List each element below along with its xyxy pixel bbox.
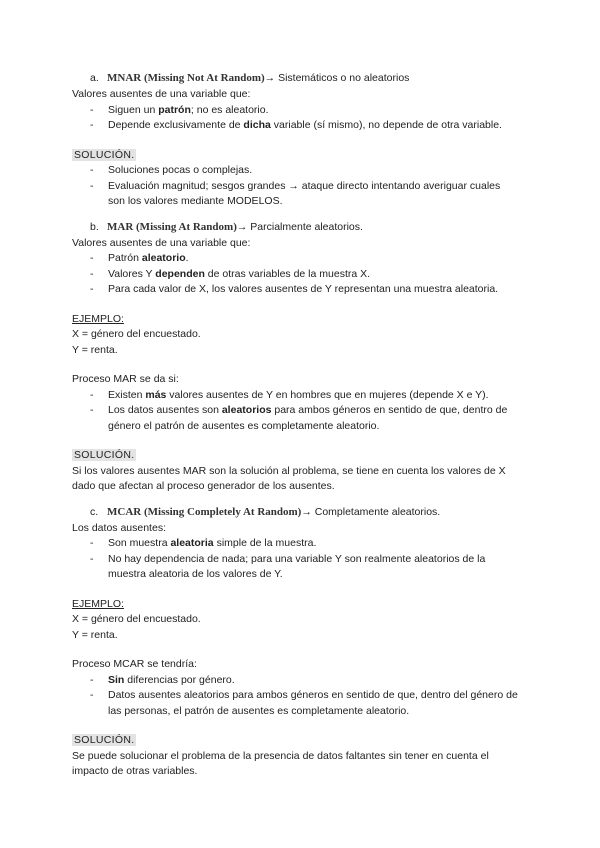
list-item: - Para cada valor de X, los valores ausentes de Y representan una muestra aleatoria. (90, 283, 499, 295)
section-letter: a. (90, 72, 99, 84)
section-a-solution-bullets (72, 163, 532, 210)
section-c-heading (90, 504, 532, 521)
list-item: - Evaluación magnitud; sesgos grandes → ataque directo intentando averiguar cuales son los valores mediante MODELOS. (90, 179, 501, 207)
section-a-bullets (72, 103, 532, 134)
example-label: EJEMPLO: (72, 597, 124, 610)
list-item: - Existen más valores ausentes de Y en hombres que en mujeres (depende X e Y). (90, 388, 489, 401)
list-item: - Valores Y dependen de otras variables de la muestra X. (90, 267, 371, 280)
section-a-heading (90, 70, 532, 87)
list-item: - Son muestra aleatoria simple de la muestra. (90, 537, 317, 549)
example-y: Y = renta. (72, 343, 118, 356)
section-desc: → Sistemáticos o no aleatorios (264, 72, 410, 84)
solution-label: SOLUCIÓN. (74, 449, 135, 461)
solution-label: SOLUCIÓN. (74, 734, 135, 746)
list-item: - Los datos ausentes son aleatorios para ambos géneros en sentido de que, dentro de género el patrón de ausentes es completamente aleatorio. (90, 404, 508, 432)
example-x: X = género del encuestado. (72, 613, 201, 625)
section-title: MNAR (Missing Not At Random) (107, 72, 265, 84)
section-title: MAR (Missing At Random) (107, 220, 237, 233)
example-y: Y = renta. (72, 628, 118, 641)
example-label: EJEMPLO: (72, 312, 124, 325)
list-item: - Datos ausentes aleatorios para ambos géneros en sentido de que, dentro del género de las personas, el patrón de ausentes es completamente aleatorio. (90, 689, 518, 717)
section-b-intro: Valores ausentes de una variable que: (72, 236, 251, 249)
process-intro: Proceso MAR se da si: (72, 373, 179, 385)
section-a-intro: Valores ausentes de una variable que: (72, 88, 251, 100)
list-item: - Siguen un patrón; no es aleatorio. (90, 103, 269, 116)
section-c-intro: Los datos ausentes: (72, 521, 166, 534)
list-item: - Patrón aleatorio. (90, 252, 189, 264)
list-item: - Sin diferencias por género. (90, 673, 235, 686)
example-x: X = género del encuestado. (72, 328, 201, 340)
solution-text: Se puede solucionar el problema de la presencia de datos faltantes sin tener en cuenta el impacto de otras variables. (72, 749, 489, 777)
section-desc: → Completamente aleatorios. (301, 505, 441, 518)
section-title: MCAR (Missing Completely At Random) (107, 505, 302, 518)
section-b-process-bullets (72, 388, 532, 435)
section-c-bullets (72, 536, 532, 583)
solution-label: SOLUCIÓN. (74, 148, 135, 161)
solution-text: Si los valores ausentes MAR son la solución al problema, se tiene en cuenta los valores de X dado que afectan al proceso generador de los ausentes. (72, 464, 506, 492)
section-b-bullets (72, 251, 532, 298)
document-page (72, 70, 532, 780)
section-letter: b. (90, 220, 99, 233)
list-item: - Soluciones pocas o complejas. (90, 164, 253, 176)
section-letter: c. (90, 505, 99, 518)
section-b-heading (90, 219, 532, 236)
section-desc: → Parcialmente aleatorios. (236, 220, 363, 233)
process-intro: Proceso MCAR se tendría: (72, 658, 197, 670)
list-item: - No hay dependencia de nada; para una variable Y son realmente aleatorios de la muestra aleatoria de los valores de Y. (90, 552, 486, 580)
list-item: - Depende exclusivamente de dicha variable (sí mismo), no depende de otra variable. (90, 119, 502, 131)
section-c-process-bullets (72, 673, 532, 720)
